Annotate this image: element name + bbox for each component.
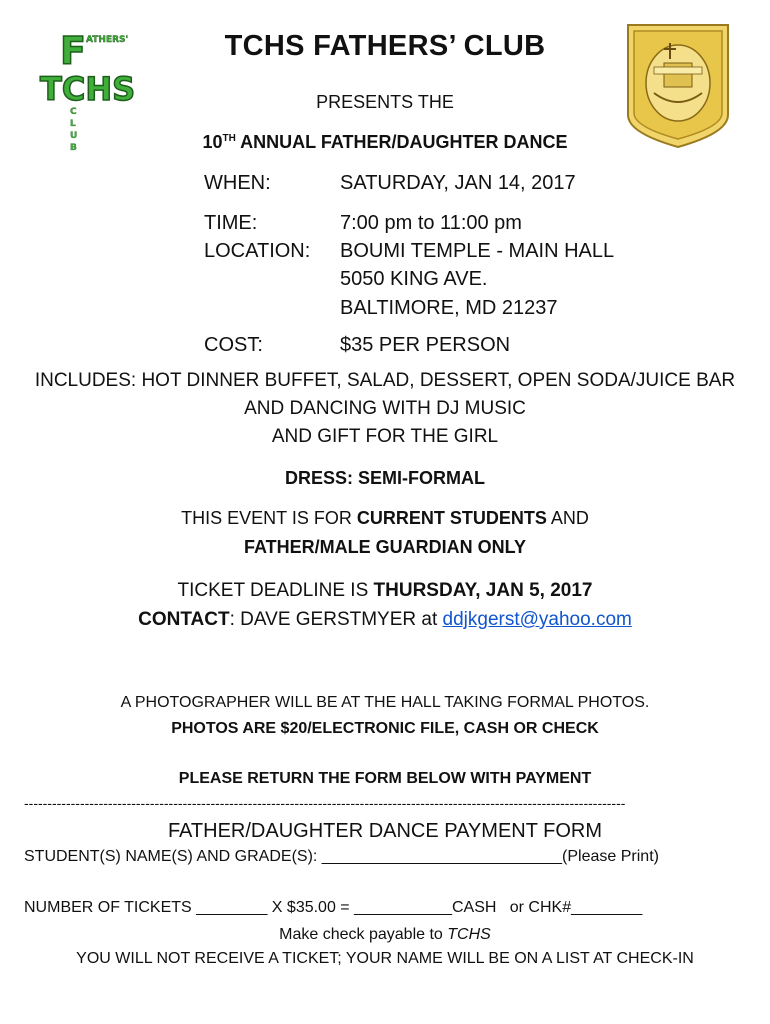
location-line-3: BALTIMORE, MD 21237	[340, 297, 558, 319]
when-label: WHEN:	[204, 172, 271, 194]
page-title: TCHS FATHERS’ CLUB	[224, 30, 546, 62]
payment-form-title: FATHER/DAUGHTER DANCE PAYMENT FORM	[167, 820, 603, 842]
includes-line-3: AND GIFT FOR THE GIRL	[271, 426, 499, 447]
event-pre: THIS EVENT IS FOR	[181, 508, 357, 528]
includes-line-2: AND DANCING WITH DJ MUSIC	[244, 398, 526, 419]
deadline-pre: TICKET DEADLINE IS	[177, 580, 374, 601]
logo-fathers: ATHERS'	[86, 35, 129, 45]
contact-text: : DAVE GERSTMYER at	[229, 609, 443, 630]
ticket-deadline	[0, 580, 770, 602]
location-line-1: BOUMI TEMPLE - MAIN HALL	[340, 240, 615, 262]
dance-ordinal: TH	[222, 133, 236, 144]
student-names-field[interactable]: STUDENT(S) NAME(S) AND GRADE(S): ___________________________(Please Print)	[24, 848, 659, 865]
contact-line	[0, 609, 770, 631]
number-of-tickets-field[interactable]: NUMBER OF TICKETS ________ X $35.00 = ___________CASH or CHK#________	[24, 899, 643, 916]
ticket-notice: YOU WILL NOT RECEIVE A TICKET; YOUR NAME WILL BE ON A LIST AT CHECK-IN	[76, 950, 694, 967]
contact-email-link[interactable]: ddjkgerst@yahoo.com	[442, 609, 632, 630]
location-label: LOCATION:	[204, 240, 311, 262]
event-bold: CURRENT STUDENTS	[356, 508, 547, 528]
return-note: PLEASE RETURN THE FORM BELOW WITH PAYMENT	[178, 770, 592, 787]
dress-code: DRESS: SEMI-FORMAL	[285, 468, 485, 488]
time-value: 7:00 pm to 11:00 pm	[340, 212, 522, 234]
photo-price: PHOTOS ARE $20/ELECTRONIC FILE, CASH OR CHECK	[171, 720, 599, 737]
photographer-note: A PHOTOGRAPHER WILL BE AT THE HALL TAKING FORMAL PHOTOS.	[120, 694, 650, 711]
deadline-date: THURSDAY, JAN 5, 2017	[373, 580, 593, 601]
cost-value: $35 PER PERSON	[340, 334, 511, 356]
dance-title: ANNUAL FATHER/DAUGHTER DANCE	[235, 132, 568, 152]
payable-pre: Make check payable to	[279, 926, 448, 943]
svg-text:B: B	[70, 143, 77, 153]
dance-heading	[0, 132, 770, 153]
svg-text:U: U	[70, 131, 78, 141]
logo-f: F	[60, 29, 86, 73]
dance-number: 10	[202, 132, 223, 152]
event-eligibility	[0, 508, 770, 529]
location-line-2: 5050 KING AVE.	[340, 268, 488, 290]
event-post: AND	[546, 508, 589, 528]
time-label: TIME:	[204, 212, 258, 234]
school-seal-emblem	[624, 23, 732, 149]
svg-text:C: C	[70, 107, 77, 117]
contact-label: CONTACT	[138, 609, 230, 630]
cost-label: COST:	[204, 334, 263, 356]
includes-line-1: INCLUDES: HOT DINNER BUFFET, SALAD, DESSERT, OPEN SODA/JUICE BAR	[34, 370, 736, 391]
payable-name: TCHS	[447, 926, 491, 943]
presents-line: PRESENTS THE	[316, 92, 454, 112]
event-line-2: FATHER/MALE GUARDIAN ONLY	[243, 537, 526, 557]
check-payable-note	[0, 926, 770, 944]
svg-text:L: L	[70, 119, 76, 129]
logo-tchs: TCHS	[40, 70, 136, 108]
cut-line-divider: ---------------------------------------------------------------------------------------------------------------------------------	[24, 795, 626, 811]
when-value: SATURDAY, JAN 14, 2017	[340, 172, 576, 194]
